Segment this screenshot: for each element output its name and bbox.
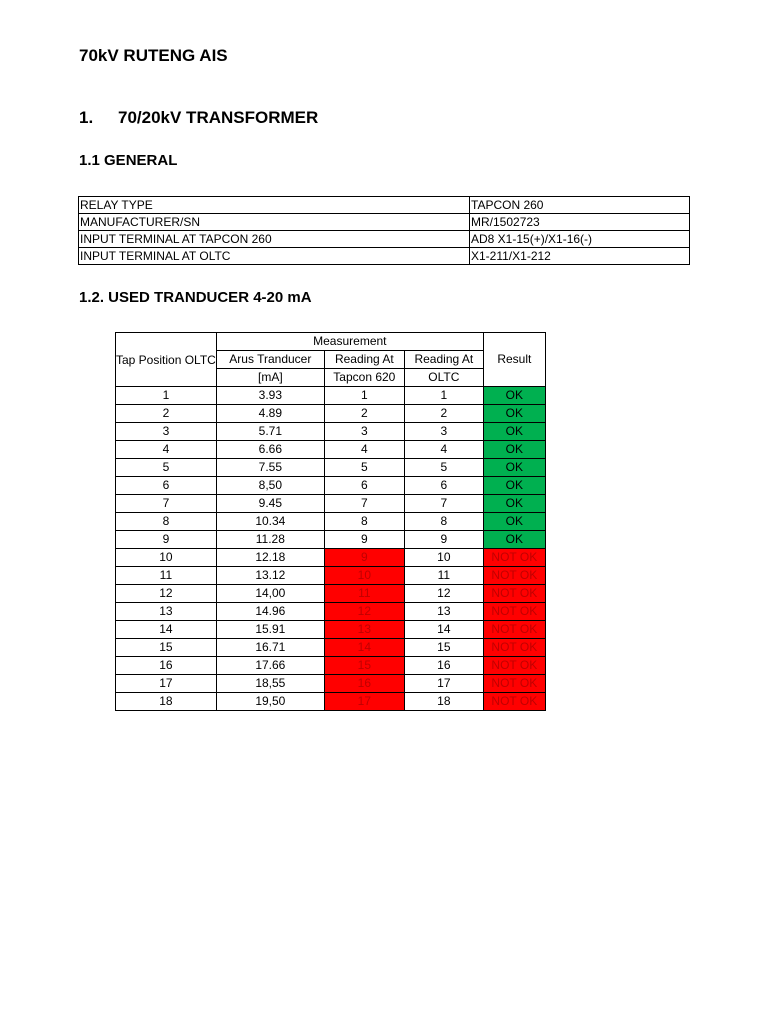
ma-cell: 12.18 (216, 549, 324, 567)
ma-cell: 11.28 (216, 531, 324, 549)
general-key: INPUT TERMINAL AT OLTC (79, 248, 470, 265)
general-value: X1-211/X1-212 (470, 248, 690, 265)
result-cell: OK (483, 441, 545, 459)
table-row (116, 513, 546, 531)
result-cell: NOT OK (483, 693, 545, 711)
tapcon-reading-cell: 15 (324, 657, 404, 675)
tapcon-reading-cell: 12 (324, 603, 404, 621)
tap-cell: 2 (116, 405, 217, 423)
result-cell: OK (483, 477, 545, 495)
header-measurement: Measurement (216, 333, 483, 351)
result-cell: NOT OK (483, 657, 545, 675)
ma-cell: 18,55 (216, 675, 324, 693)
tapcon-reading-cell: 2 (324, 405, 404, 423)
tapcon-reading-cell: 7 (324, 495, 404, 513)
table-row (116, 693, 546, 711)
oltc-reading-cell: 5 (404, 459, 483, 477)
ma-cell: 10.34 (216, 513, 324, 531)
tapcon-reading-cell: 10 (324, 567, 404, 585)
tap-cell: 7 (116, 495, 217, 513)
tapcon-reading-cell: 4 (324, 441, 404, 459)
oltc-reading-cell: 12 (404, 585, 483, 603)
tap-cell: 4 (116, 441, 217, 459)
general-key: MANUFACTURER/SN (79, 214, 470, 231)
ma-cell: 14,00 (216, 585, 324, 603)
ma-cell: 7.55 (216, 459, 324, 477)
result-cell: OK (483, 423, 545, 441)
result-cell: NOT OK (483, 549, 545, 567)
result-cell: NOT OK (483, 639, 545, 657)
oltc-reading-cell: 3 (404, 423, 483, 441)
oltc-reading-cell: 1 (404, 387, 483, 405)
result-cell: OK (483, 495, 545, 513)
tapcon-reading-cell: 3 (324, 423, 404, 441)
result-cell: NOT OK (483, 675, 545, 693)
tapcon-reading-cell: 16 (324, 675, 404, 693)
tapcon-reading-cell: 11 (324, 585, 404, 603)
oltc-reading-cell: 4 (404, 441, 483, 459)
ma-cell: 19,50 (216, 693, 324, 711)
tap-cell: 11 (116, 567, 217, 585)
general-value: AD8 X1-15(+)/X1-16(-) (470, 231, 690, 248)
result-cell: OK (483, 531, 545, 549)
tapcon-reading-cell: 5 (324, 459, 404, 477)
header-row-1 (116, 333, 546, 351)
tap-cell: 5 (116, 459, 217, 477)
general-row (79, 214, 690, 231)
section-number: 1. (79, 108, 94, 127)
tapcon-reading-cell: 13 (324, 621, 404, 639)
result-cell: NOT OK (483, 585, 545, 603)
tapcon-reading-cell: 9 (324, 549, 404, 567)
header-arus: Arus Tranducer (216, 351, 324, 369)
ma-cell: 9.45 (216, 495, 324, 513)
general-key: RELAY TYPE (79, 197, 470, 214)
tap-cell: 13 (116, 603, 217, 621)
general-key: INPUT TERMINAL AT TAPCON 260 (79, 231, 470, 248)
result-cell: NOT OK (483, 621, 545, 639)
result-cell: OK (483, 405, 545, 423)
tap-cell: 6 (116, 477, 217, 495)
tap-cell: 10 (116, 549, 217, 567)
tapcon-reading-cell: 14 (324, 639, 404, 657)
header-reading-tapcon: Reading At (324, 351, 404, 369)
section-heading (79, 108, 318, 128)
tap-cell: 9 (116, 531, 217, 549)
oltc-reading-cell: 10 (404, 549, 483, 567)
section-title: 70/20kV TRANSFORMER (118, 108, 319, 127)
table-row (116, 639, 546, 657)
general-value: MR/1502723 (470, 214, 690, 231)
ma-cell: 16.71 (216, 639, 324, 657)
tap-cell: 18 (116, 693, 217, 711)
tranducer-heading: 1.2. USED TRANDUCER 4-20 mA (79, 289, 312, 306)
oltc-reading-cell: 16 (404, 657, 483, 675)
table-row (116, 441, 546, 459)
oltc-reading-cell: 14 (404, 621, 483, 639)
oltc-reading-cell: 13 (404, 603, 483, 621)
ma-cell: 8,50 (216, 477, 324, 495)
oltc-reading-cell: 15 (404, 639, 483, 657)
table-row (116, 567, 546, 585)
oltc-reading-cell: 2 (404, 405, 483, 423)
header-arus-unit: [mA] (216, 369, 324, 387)
oltc-reading-cell: 9 (404, 531, 483, 549)
general-row (79, 197, 690, 214)
ma-cell: 4.89 (216, 405, 324, 423)
general-table (78, 196, 690, 265)
ma-cell: 15.91 (216, 621, 324, 639)
result-cell: NOT OK (483, 567, 545, 585)
general-heading: 1.1 GENERAL (79, 152, 178, 169)
result-cell: OK (483, 387, 545, 405)
table-row (116, 495, 546, 513)
general-row (79, 231, 690, 248)
ma-cell: 5.71 (216, 423, 324, 441)
ma-cell: 6.66 (216, 441, 324, 459)
table-row (116, 387, 546, 405)
table-row (116, 603, 546, 621)
oltc-reading-cell: 8 (404, 513, 483, 531)
table-row (116, 459, 546, 477)
tapcon-reading-cell: 1 (324, 387, 404, 405)
table-row (116, 549, 546, 567)
table-row (116, 423, 546, 441)
tapcon-reading-cell: 17 (324, 693, 404, 711)
tap-cell: 17 (116, 675, 217, 693)
tap-cell: 14 (116, 621, 217, 639)
document-title: 70kV RUTENG AIS (79, 46, 228, 65)
general-value: TAPCON 260 (470, 197, 690, 214)
header-result: Result (483, 333, 545, 387)
oltc-reading-cell: 18 (404, 693, 483, 711)
tap-cell: 16 (116, 657, 217, 675)
tapcon-reading-cell: 6 (324, 477, 404, 495)
header-tap-position: Tap Position OLTC (116, 333, 217, 387)
table-row (116, 477, 546, 495)
ma-cell: 13.12 (216, 567, 324, 585)
tap-cell: 15 (116, 639, 217, 657)
tapcon-reading-cell: 9 (324, 531, 404, 549)
header-reading-oltc-2: OLTC (404, 369, 483, 387)
result-cell: OK (483, 513, 545, 531)
result-cell: OK (483, 459, 545, 477)
table-row (116, 585, 546, 603)
tap-cell: 8 (116, 513, 217, 531)
table-row (116, 621, 546, 639)
tap-cell: 1 (116, 387, 217, 405)
measurement-table (115, 332, 546, 711)
table-row (116, 657, 546, 675)
tap-cell: 3 (116, 423, 217, 441)
header-reading-tapcon-2: Tapcon 620 (324, 369, 404, 387)
table-row (116, 675, 546, 693)
general-row (79, 248, 690, 265)
result-cell: NOT OK (483, 603, 545, 621)
oltc-reading-cell: 6 (404, 477, 483, 495)
tap-cell: 12 (116, 585, 217, 603)
oltc-reading-cell: 7 (404, 495, 483, 513)
table-row (116, 531, 546, 549)
ma-cell: 14.96 (216, 603, 324, 621)
table-row (116, 405, 546, 423)
ma-cell: 17.66 (216, 657, 324, 675)
oltc-reading-cell: 11 (404, 567, 483, 585)
header-reading-oltc: Reading At (404, 351, 483, 369)
oltc-reading-cell: 17 (404, 675, 483, 693)
ma-cell: 3.93 (216, 387, 324, 405)
tapcon-reading-cell: 8 (324, 513, 404, 531)
